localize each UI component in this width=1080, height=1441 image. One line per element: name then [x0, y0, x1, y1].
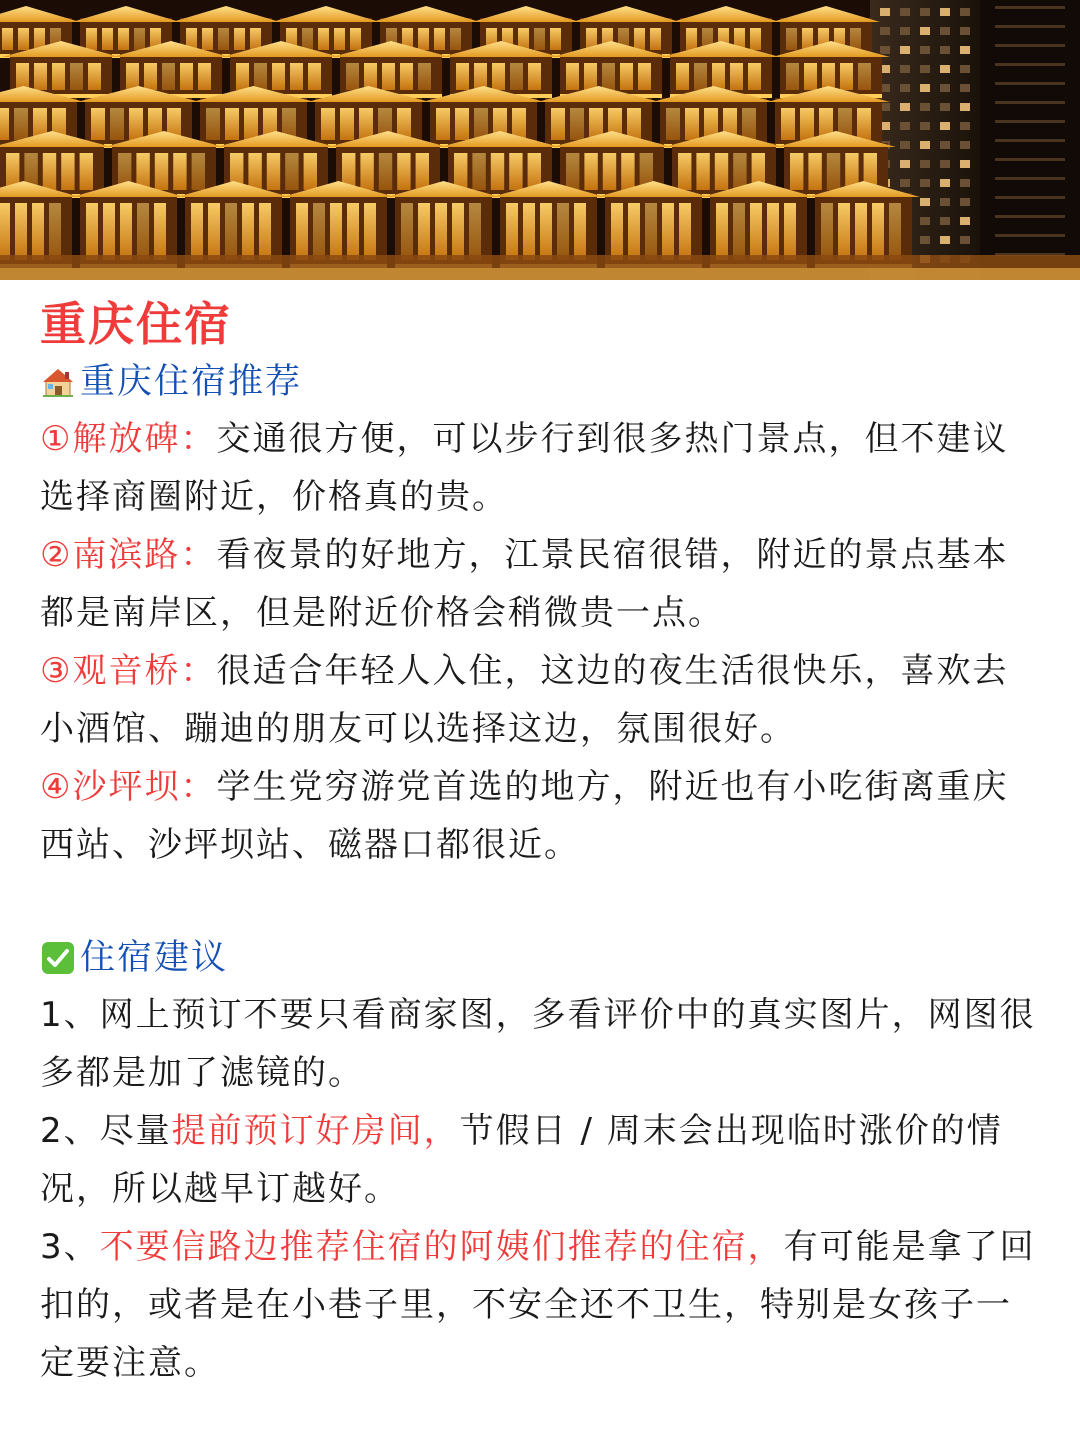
- lit-window: [304, 153, 317, 190]
- lit-window: [469, 203, 481, 260]
- lit-window: [267, 153, 280, 190]
- lit-window: [400, 63, 413, 90]
- recommend-heading-text: 重庆住宿推荐: [80, 362, 303, 402]
- lit-window: [435, 203, 447, 260]
- lit-window: [750, 28, 761, 50]
- tower-window: [940, 84, 950, 92]
- lit-window: [455, 108, 469, 140]
- lit-window: [566, 63, 579, 90]
- recommend-item: [40, 642, 1040, 758]
- lit-window: [401, 203, 413, 260]
- lit-window: [570, 108, 584, 140]
- lit-window: [694, 63, 707, 90]
- lit-window: [620, 63, 633, 90]
- lit-window: [566, 153, 579, 190]
- tower-window: [900, 122, 910, 130]
- lit-window: [347, 203, 359, 260]
- lit-window: [43, 153, 56, 190]
- lit-window: [611, 203, 623, 260]
- lit-window: [452, 203, 464, 260]
- lit-window: [786, 28, 797, 50]
- lit-window: [34, 63, 47, 90]
- lit-window: [786, 63, 799, 90]
- lit-window: [321, 108, 335, 140]
- tower-window: [960, 122, 970, 130]
- lit-window: [218, 28, 229, 50]
- recommend-item: [40, 758, 1040, 874]
- tower-window: [940, 217, 950, 225]
- tower-window: [880, 27, 890, 35]
- recommend-heading: [40, 354, 1040, 410]
- lit-window: [628, 203, 640, 260]
- lit-window: [52, 63, 65, 90]
- tower-window: [900, 141, 910, 149]
- lit-window: [191, 203, 203, 260]
- tower-window: [900, 160, 910, 168]
- lit-window: [822, 63, 835, 90]
- lit-window: [244, 108, 258, 140]
- lit-window: [716, 203, 728, 260]
- lit-window: [679, 203, 691, 260]
- tower-window: [880, 8, 890, 16]
- lit-window: [584, 63, 597, 90]
- tower-window: [960, 198, 970, 206]
- lit-window: [750, 203, 762, 260]
- advice-item-text: 1、网上预订不要只看商家图，多看评价中的真实图片，网图很多都是加了滤镜的。: [40, 995, 1036, 1093]
- tower-window: [940, 46, 950, 54]
- advice-item-text: 2、尽量: [40, 1111, 172, 1151]
- tower-window: [940, 27, 950, 35]
- lit-window: [550, 28, 561, 50]
- recommend-item-label: ②南滨路：: [40, 535, 217, 575]
- tower-window: [900, 179, 910, 187]
- lit-window: [621, 153, 634, 190]
- lit-window: [259, 203, 271, 260]
- lit-window: [346, 63, 359, 90]
- lit-window: [662, 203, 674, 260]
- lit-window: [602, 63, 615, 90]
- lit-window: [350, 28, 361, 50]
- lit-window: [730, 63, 743, 90]
- tower-window: [920, 122, 930, 130]
- lit-window: [534, 28, 545, 50]
- lit-window: [712, 63, 725, 90]
- lit-window: [91, 108, 105, 140]
- lit-window: [472, 153, 485, 190]
- lit-window: [492, 63, 505, 90]
- recommend-item-label: ③观音桥：: [40, 651, 217, 691]
- lit-window: [509, 153, 522, 190]
- tower-window: [940, 198, 950, 206]
- tower-window: [960, 65, 970, 73]
- tower-window: [920, 217, 930, 225]
- tower-window: [900, 8, 910, 16]
- tower-floor-line: [995, 120, 1065, 123]
- lit-window: [678, 153, 691, 190]
- tower-window: [940, 236, 950, 244]
- tower-floor-line: [995, 6, 1065, 9]
- lit-window: [290, 63, 303, 90]
- advice-item-highlight: 提前预订好房间，: [171, 1111, 460, 1151]
- lit-window: [889, 203, 901, 260]
- tower-window: [940, 179, 950, 187]
- tower-window: [920, 141, 930, 149]
- tower-window: [940, 103, 950, 111]
- lit-window: [254, 63, 267, 90]
- tower-floor-line: [995, 44, 1065, 47]
- tower-window: [920, 27, 930, 35]
- lit-window: [180, 63, 193, 90]
- tower-window: [920, 236, 930, 244]
- recommend-item-label: ①解放碑：: [40, 419, 217, 459]
- advice-item-text: 3、: [40, 1227, 100, 1267]
- tower-window: [900, 46, 910, 54]
- lit-window: [748, 63, 761, 90]
- house-icon: [40, 364, 76, 400]
- advice-item: [40, 1102, 1040, 1218]
- lit-window: [110, 108, 124, 140]
- tower-window: [900, 27, 910, 35]
- lit-window: [61, 153, 74, 190]
- lit-window: [638, 63, 651, 90]
- recommend-item-text: 看夜景的好地方，江景民宿很错，附近的景点基本都是南岸区，但是附近价格会稍微贵一点。: [40, 535, 1009, 633]
- advice-item-text: 节假日 / 周末会出现临时涨价的情况，所以越早订越好。: [40, 1111, 1003, 1209]
- lit-window: [584, 153, 597, 190]
- lit-window: [144, 63, 157, 90]
- lit-window: [491, 153, 504, 190]
- lit-window: [118, 28, 129, 50]
- tower-window: [960, 217, 970, 225]
- lit-window: [137, 203, 149, 260]
- hero-image: [0, 0, 1080, 280]
- lit-window: [676, 63, 689, 90]
- recommend-item-label: ④沙坪坝：: [40, 767, 217, 807]
- lit-window: [285, 153, 298, 190]
- lit-window: [510, 63, 523, 90]
- page-title: 重庆住宿: [40, 297, 232, 351]
- advice-heading: [40, 930, 1040, 986]
- lit-window: [18, 28, 29, 50]
- lit-window: [80, 153, 93, 190]
- lit-window: [154, 203, 166, 260]
- lit-window: [781, 108, 795, 140]
- lit-window: [379, 153, 392, 190]
- lit-window: [858, 63, 871, 90]
- lit-window: [16, 63, 29, 90]
- advice-heading-text: 住宿建议: [80, 938, 229, 978]
- lit-window: [715, 153, 728, 190]
- tower-window: [880, 46, 890, 54]
- tower-floor-line: [995, 158, 1065, 161]
- lit-window: [855, 203, 867, 260]
- lit-window: [236, 63, 249, 90]
- lit-window: [784, 203, 796, 260]
- lit-window: [313, 203, 325, 260]
- tower-window: [940, 65, 950, 73]
- lit-window: [574, 203, 586, 260]
- lit-window: [767, 203, 779, 260]
- lit-window: [821, 203, 833, 260]
- lit-window: [418, 28, 429, 50]
- lit-window: [666, 108, 680, 140]
- tower-window: [960, 179, 970, 187]
- lit-window: [192, 153, 205, 190]
- recommend-item: [40, 410, 1040, 526]
- lit-window: [528, 63, 541, 90]
- tower-window: [960, 103, 970, 111]
- check-mark-icon: [40, 940, 76, 976]
- lit-window: [308, 63, 321, 90]
- lit-window: [86, 28, 97, 50]
- tower-window: [920, 179, 930, 187]
- lit-window: [302, 28, 313, 50]
- lit-window: [838, 203, 850, 260]
- lit-window: [129, 108, 143, 140]
- lit-window: [804, 63, 817, 90]
- lit-window: [872, 203, 884, 260]
- lit-window: [234, 28, 245, 50]
- lit-window: [296, 203, 308, 260]
- night-cityscape-illustration: [0, 0, 1080, 280]
- lit-window: [627, 108, 641, 140]
- lit-window: [454, 153, 467, 190]
- lit-window: [456, 63, 469, 90]
- lit-window: [840, 63, 853, 90]
- lit-window: [742, 108, 756, 140]
- tower-floor-line: [995, 101, 1065, 104]
- lit-window: [696, 153, 709, 190]
- tower-floor-line: [995, 63, 1065, 66]
- tower-floor-line: [995, 196, 1065, 199]
- lit-window: [434, 28, 445, 50]
- lit-window: [2, 28, 13, 50]
- lit-window: [506, 203, 518, 260]
- lit-window: [49, 203, 61, 260]
- lit-window: [86, 203, 98, 260]
- lit-window: [242, 203, 254, 260]
- lit-window: [102, 28, 113, 50]
- lit-window: [334, 28, 345, 50]
- lit-window: [634, 28, 645, 50]
- lit-window: [248, 153, 261, 190]
- lit-window: [15, 203, 27, 260]
- tower-window: [940, 122, 950, 130]
- lit-window: [70, 63, 83, 90]
- advice-item: [40, 986, 1040, 1102]
- lit-window: [225, 108, 239, 140]
- tower-window: [960, 84, 970, 92]
- tower-window: [960, 27, 970, 35]
- lit-window: [450, 28, 461, 50]
- recommend-item-text: 学生党穷游党首选的地方，附近也有小吃街离重庆西站、沙坪坝站、磁器口都很近。: [40, 767, 1009, 865]
- lit-window: [202, 28, 213, 50]
- tower-window: [920, 160, 930, 168]
- recommend-item-text: 很适合年轻人入住，这边的夜生活很快乐，喜欢去小酒馆、蹦迪的朋友可以选择这边，氛围很好。: [40, 651, 1009, 749]
- article-body: [40, 280, 1040, 1392]
- lit-window: [208, 203, 220, 260]
- lit-window: [790, 153, 803, 190]
- tower-window: [900, 84, 910, 92]
- lit-window: [416, 153, 429, 190]
- lit-window: [250, 28, 261, 50]
- lit-window: [474, 63, 487, 90]
- advice-item: [40, 1218, 1040, 1392]
- lit-window: [382, 63, 395, 90]
- lit-window: [359, 108, 373, 140]
- lit-window: [126, 63, 139, 90]
- lit-window: [134, 28, 145, 50]
- lit-window: [418, 203, 430, 260]
- lit-window: [155, 153, 168, 190]
- tower-floor-line: [995, 25, 1065, 28]
- lit-window: [173, 153, 186, 190]
- lit-window: [318, 28, 329, 50]
- tower-window: [920, 46, 930, 54]
- lit-window: [603, 153, 616, 190]
- recommend-item-text: 交通很方便，可以步行到很多热门景点，但不建议选择商圈附近，价格真的贵。: [40, 419, 1009, 517]
- tower-window: [960, 160, 970, 168]
- lit-window: [733, 203, 745, 260]
- advice-item-highlight: 不要信路边推荐住宿的阿姨们推荐的住宿，: [99, 1227, 784, 1267]
- tower-window: [960, 236, 970, 244]
- lit-window: [32, 203, 44, 260]
- lit-window: [198, 63, 211, 90]
- tower-window: [940, 141, 950, 149]
- tower-window: [920, 65, 930, 73]
- tower-window: [960, 141, 970, 149]
- lit-window: [857, 108, 871, 140]
- lit-window: [0, 108, 9, 140]
- lit-window: [225, 203, 237, 260]
- tower-floor-line: [995, 234, 1065, 237]
- lit-window: [523, 203, 535, 260]
- lit-window: [540, 203, 552, 260]
- advice-item-text: 有可能是拿了回扣的，或者是在小巷子里，不安全还不卫生，特别是女孩子一定要注意。: [40, 1227, 1036, 1383]
- lit-window: [272, 63, 285, 90]
- lit-window: [645, 203, 657, 260]
- lit-window: [551, 108, 565, 140]
- lit-window: [397, 153, 410, 190]
- tower-window: [900, 65, 910, 73]
- lit-window: [360, 153, 373, 190]
- lit-window: [800, 108, 814, 140]
- tower-floor-line: [995, 215, 1065, 218]
- lit-window: [827, 153, 840, 190]
- lit-window: [330, 203, 342, 260]
- recommend-item: [40, 526, 1040, 642]
- tower-window: [920, 198, 930, 206]
- lit-window: [120, 203, 132, 260]
- lit-window: [364, 63, 377, 90]
- lit-window: [103, 203, 115, 260]
- tower-window: [920, 103, 930, 111]
- lit-window: [364, 203, 376, 260]
- tower-window: [920, 84, 930, 92]
- lit-window: [686, 28, 697, 50]
- tower-floor-line: [995, 177, 1065, 180]
- lit-window: [162, 63, 175, 90]
- tower-window: [900, 103, 910, 111]
- lit-window: [733, 153, 746, 190]
- lit-window: [436, 108, 450, 140]
- section-spacer: [40, 874, 1040, 930]
- lit-window: [808, 153, 821, 190]
- tower-floor-line: [995, 82, 1065, 85]
- lit-window: [650, 28, 661, 50]
- lit-window: [685, 108, 699, 140]
- tower-window: [940, 8, 950, 16]
- tower-window: [920, 8, 930, 16]
- tower-window: [940, 160, 950, 168]
- lit-window: [206, 108, 220, 140]
- lit-window: [14, 108, 28, 140]
- tower-window: [960, 46, 970, 54]
- tower-window: [960, 8, 970, 16]
- lit-window: [418, 63, 431, 90]
- lit-window: [0, 203, 10, 260]
- lit-window: [340, 108, 354, 140]
- lit-window: [557, 203, 569, 260]
- lit-window: [88, 63, 101, 90]
- tower-floor-line: [995, 139, 1065, 142]
